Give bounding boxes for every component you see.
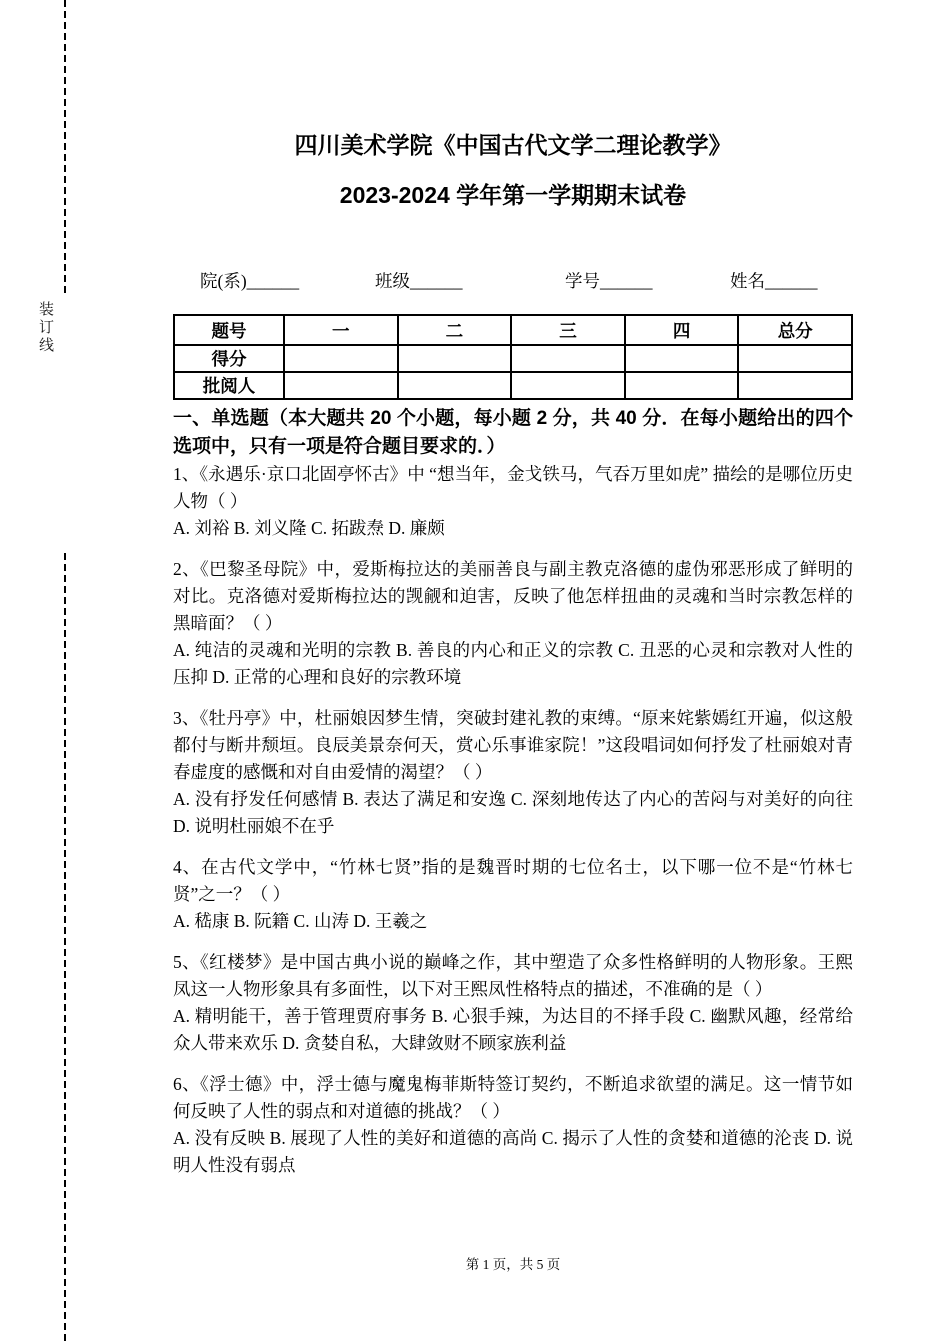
reviewer-cell <box>284 372 398 399</box>
field-name-label: 姓名 <box>730 271 765 291</box>
binding-line-label: 装订线 <box>37 301 53 355</box>
reviewer-row <box>174 372 852 399</box>
field-name <box>730 268 818 294</box>
field-department-label: 院(系) <box>200 271 247 291</box>
field-class-label: 班级 <box>375 271 410 291</box>
score-header-total: 总分 <box>738 315 852 345</box>
binding-dashed-line-bottom <box>64 553 66 1344</box>
score-table <box>173 314 853 400</box>
question-block-6 <box>173 1071 853 1179</box>
field-class-blank: ______ <box>410 271 463 291</box>
question-options: A. 精明能干，善于管理贾府事务 B. 心狠手辣，为达目的不择手段 C. 幽默风趣，经常给众人带来欢乐 D. 贪婪自私，大肆敛财不顾家族利益 <box>173 1006 853 1053</box>
question-stem: 1、《永遇乐·京口北固亭怀古》中 “想当年，金戈铁马，气吞万里如虎” 描绘的是哪位历史人物（ ） <box>173 464 853 511</box>
score-header-part-three: 三 <box>511 315 625 345</box>
field-class <box>375 268 463 294</box>
question-stem: 5、《红楼梦》是中国古典小说的巅峰之作，其中塑造了众多性格鲜明的人物形象。王熙凤这一人物形象具有多面性，以下对王熙凤性格特点的描述，不准确的是（ ） <box>173 952 853 999</box>
binding-dashed-line-top <box>64 0 66 296</box>
field-student-id-blank: ______ <box>600 271 653 291</box>
question-stem: 6、《浮士德》中，浮士德与魔鬼梅菲斯特签订契约，不断追求欲望的满足。这一情节如何反映了人性的弱点和对道德的挑战？（ ） <box>173 1074 853 1121</box>
question-stem: 3、《牡丹亭》中，杜丽娘因梦生情，突破封建礼教的束缚。“原来姹紫嫣红开遍，似这般都付与断井颓垣。良辰美景奈何天，赏心乐事谁家院！”这段唱词如何抒发了杜丽娘对青春虚度的感慨和对自由爱情的渴望？（ ） <box>173 708 853 782</box>
question-options: A. 纯洁的灵魂和光明的宗教 B. 善良的内心和正义的宗教 C. 丑恶的心灵和宗教对人性的压抑 D. 正常的心理和良好的宗教环境 <box>173 640 853 687</box>
field-department-blank: ______ <box>246 271 300 291</box>
exam-title: 四川美术学院《中国古代文学二理论教学》 <box>294 132 732 158</box>
score-row-label: 得分 <box>174 345 284 372</box>
question-stem: 2、《巴黎圣母院》中，爱斯梅拉达的美丽善良与副主教克洛德的虚伪邪恶形成了鲜明的对比。克洛德对爱斯梅拉达的觊觎和迫害，反映了他怎样扭曲的灵魂和当时宗教怎样的黑暗面？（ ） <box>173 559 853 633</box>
reviewer-cell <box>398 372 512 399</box>
score-header-part-two: 二 <box>398 315 512 345</box>
page-footer: 第 1 页，共 5 页 <box>465 1257 561 1272</box>
score-header-question-number: 题号 <box>174 315 284 345</box>
field-name-blank: ______ <box>765 271 818 291</box>
question-block-5 <box>173 949 853 1057</box>
student-info-row <box>173 268 853 294</box>
question-block-2 <box>173 556 853 691</box>
score-cell <box>738 345 852 372</box>
reviewer-cell <box>625 372 739 399</box>
score-cell <box>398 345 512 372</box>
score-cell <box>625 345 739 372</box>
field-student-id <box>565 268 653 294</box>
question-options: A. 没有抒发任何感情 B. 表达了满足和安逸 C. 深刻地传达了内心的苦闷与对美好的向往 D. 说明杜丽娘不在乎 <box>173 789 858 836</box>
question-block-4 <box>173 854 853 935</box>
score-header-part-four: 四 <box>625 315 739 345</box>
question-block-3 <box>173 705 858 840</box>
question-options: A. 没有反映 B. 展现了人性的美好和道德的高尚 C. 揭示了人性的贪婪和道德的沦丧 D. 说明人性没有弱点 <box>173 1128 853 1175</box>
score-row <box>174 345 852 372</box>
reviewer-cell <box>511 372 625 399</box>
exam-subtitle: 2023-2024 学年第一学期期末试卷 <box>339 182 687 208</box>
question-block-1 <box>173 461 853 542</box>
question-stem: 4、在古代文学中，“竹林七贤”指的是魏晋时期的七位名士，以下哪一位不是“竹林七贤”之一？（ ） <box>173 857 853 904</box>
section-one-heading: 一、单选题（本大题共 20 个小题，每小题 2 分，共 40 分．在每小题给出的四个选项中，只有一项是符合题目要求的．） <box>173 408 853 457</box>
score-cell <box>511 345 625 372</box>
field-department <box>200 268 299 294</box>
question-options: A. 嵇康 B. 阮籍 C. 山涛 D. 王羲之 <box>173 911 428 931</box>
question-options: A. 刘裕 B. 刘义隆 C. 拓跋焘 D. 廉颇 <box>173 518 445 538</box>
exam-page <box>173 0 858 1193</box>
score-header-part-one: 一 <box>284 315 398 345</box>
score-cell <box>284 345 398 372</box>
reviewer-cell <box>738 372 852 399</box>
field-student-id-label: 学号 <box>565 271 600 291</box>
score-table-header-row <box>174 315 852 345</box>
reviewer-row-label: 批阅人 <box>174 372 284 399</box>
